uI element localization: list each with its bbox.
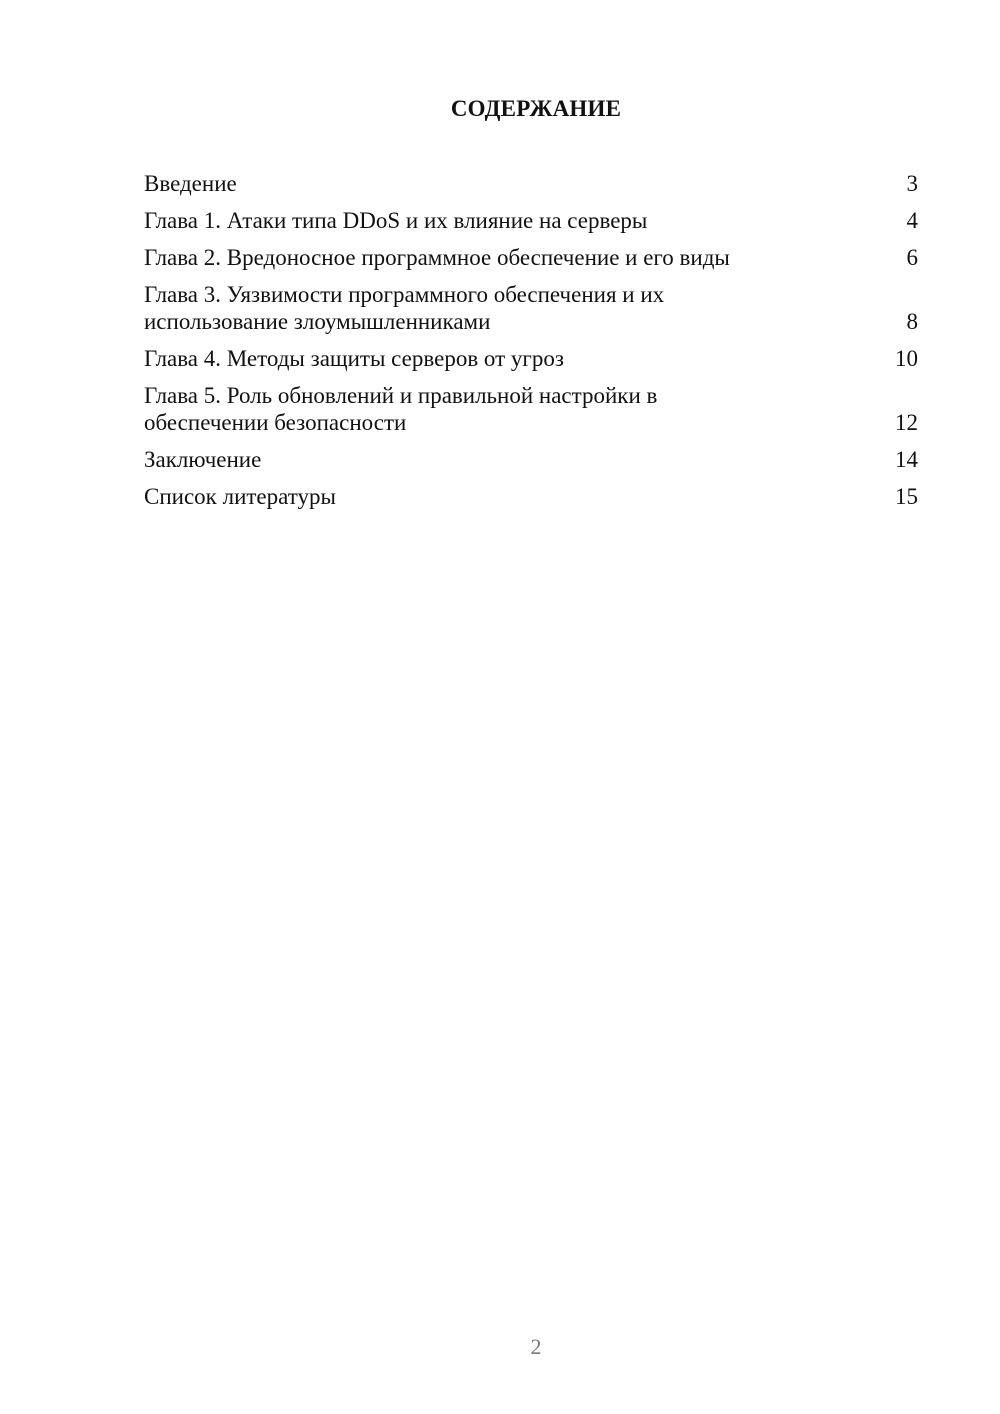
toc-item-label: Введение bbox=[144, 171, 237, 196]
toc-item-chapter-4 bbox=[144, 345, 918, 372]
toc-item-chapter-1 bbox=[144, 207, 918, 234]
toc-item-page: 12 bbox=[895, 410, 918, 435]
toc-item-label: Глава 1. Атаки типа DDoS и их влияние на серверы bbox=[144, 208, 648, 233]
page-number: 2 bbox=[530, 1334, 542, 1359]
toc-title: СОДЕРЖАНИЕ bbox=[450, 96, 622, 121]
toc-item-page: 15 bbox=[895, 484, 918, 509]
toc-item-label: Глава 5. Роль обновлений и правильной настройки в обеспечении безопасности bbox=[144, 383, 658, 435]
toc-item-label: Список литературы bbox=[144, 484, 336, 509]
toc-item-label: Заключение bbox=[144, 447, 262, 472]
toc-item-label: Глава 2. Вредоносное программное обеспечение и его виды bbox=[144, 245, 730, 270]
toc-item-conclusion bbox=[144, 446, 918, 473]
toc-item-label: Глава 4. Методы защиты серверов от угроз bbox=[144, 346, 564, 371]
toc-item-chapter-5 bbox=[144, 382, 918, 436]
toc-item-page: 3 bbox=[906, 171, 918, 196]
toc-item-label: Глава 3. Уязвимости программного обеспечения и их использование злоумышленниками bbox=[144, 282, 665, 334]
table-of-contents bbox=[144, 170, 918, 520]
toc-item-page: 4 bbox=[906, 208, 918, 233]
toc-item-introduction bbox=[144, 170, 918, 197]
toc-item-chapter-2 bbox=[144, 244, 918, 271]
toc-item-references bbox=[144, 483, 918, 510]
toc-item-page: 8 bbox=[906, 309, 918, 334]
toc-item-page: 14 bbox=[895, 447, 918, 472]
toc-item-chapter-3 bbox=[144, 281, 918, 335]
toc-item-page: 10 bbox=[895, 346, 918, 371]
toc-item-page: 6 bbox=[906, 245, 918, 270]
